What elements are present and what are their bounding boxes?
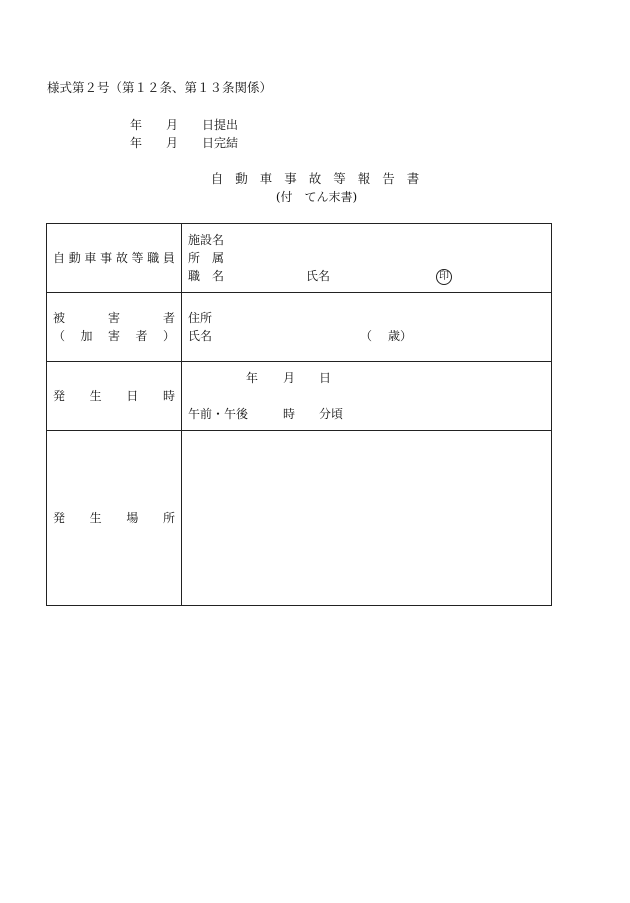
position-label: 職 名 — [188, 269, 225, 283]
victim-name-label: 氏名 — [188, 329, 213, 343]
row-staff — [47, 224, 552, 293]
label-char: 者 — [135, 329, 148, 343]
month-unit: 月 — [283, 371, 296, 385]
seal-icon: 印 — [436, 269, 452, 285]
label-char: 動 — [68, 251, 81, 265]
facility-name-label: 施設名 — [188, 233, 225, 247]
label-char: 被 — [53, 311, 66, 325]
age-open: （ — [360, 329, 373, 343]
label-char: 職 — [147, 251, 160, 265]
cell-datetime[interactable] — [182, 362, 552, 431]
label-victim — [47, 293, 182, 362]
label-victim-line2 — [47, 327, 181, 345]
label-location-text — [47, 509, 181, 527]
report-subtitle: (付 てん末書) — [275, 190, 358, 204]
name-label: 氏名 — [306, 269, 331, 283]
completion-date — [130, 137, 238, 149]
label-char: 時 — [162, 389, 175, 403]
label-char: 等 — [131, 251, 144, 265]
label-char: ） — [162, 329, 175, 343]
row-victim — [47, 293, 552, 362]
label-char: 所 — [162, 511, 175, 525]
age-label: 歳） — [388, 329, 413, 343]
label-char: 加 — [80, 329, 93, 343]
minute-unit: 分頃 — [319, 407, 344, 421]
label-char: 事 — [100, 251, 113, 265]
row-location — [47, 431, 552, 606]
label-char: 害 — [107, 311, 120, 325]
form-id: 様式第２号（第１２条、第１３条関係） — [47, 80, 273, 95]
year-unit: 年 — [130, 136, 143, 150]
cell-location[interactable] — [182, 431, 552, 606]
month-unit: 月 — [166, 118, 179, 132]
day-completed: 日完結 — [202, 136, 239, 150]
hour-unit: 時 — [283, 407, 296, 421]
label-char: 生 — [89, 389, 102, 403]
position-name-row — [182, 267, 551, 285]
label-datetime — [47, 362, 182, 431]
label-char: 者 — [162, 311, 175, 325]
year-unit: 年 — [130, 118, 143, 132]
label-char: 生 — [89, 511, 102, 525]
cell-staff[interactable] — [182, 224, 552, 293]
label-staff — [47, 224, 182, 293]
label-char: 発 — [53, 511, 66, 525]
ampm-label: 午前・午後 — [188, 407, 249, 421]
day-submitted: 日提出 — [202, 118, 239, 132]
address-label: 住所 — [188, 311, 213, 325]
row-datetime — [47, 362, 552, 431]
label-char: 害 — [107, 329, 120, 343]
affiliation-label: 所 属 — [188, 251, 225, 265]
day-unit: 日 — [319, 371, 332, 385]
label-char: 車 — [84, 251, 97, 265]
month-unit: 月 — [166, 136, 179, 150]
report-table — [46, 223, 552, 606]
victim-name-row — [182, 327, 551, 345]
time-row — [182, 405, 551, 423]
year-unit: 年 — [246, 371, 259, 385]
label-victim-line1 — [47, 309, 181, 327]
report-title: 自動車事故等報告書 — [210, 171, 432, 186]
label-char: 発 — [53, 389, 66, 403]
date-row — [182, 369, 551, 387]
label-char: 故 — [115, 251, 128, 265]
label-char: （ — [53, 329, 66, 343]
submission-date — [130, 119, 238, 131]
label-char: 日 — [126, 389, 139, 403]
label-location — [47, 431, 182, 606]
label-staff-text — [47, 249, 181, 267]
label-char: 員 — [162, 251, 175, 265]
label-char: 場 — [126, 511, 139, 525]
cell-victim[interactable] — [182, 293, 552, 362]
label-char: 自 — [53, 251, 66, 265]
label-datetime-text — [47, 387, 181, 405]
